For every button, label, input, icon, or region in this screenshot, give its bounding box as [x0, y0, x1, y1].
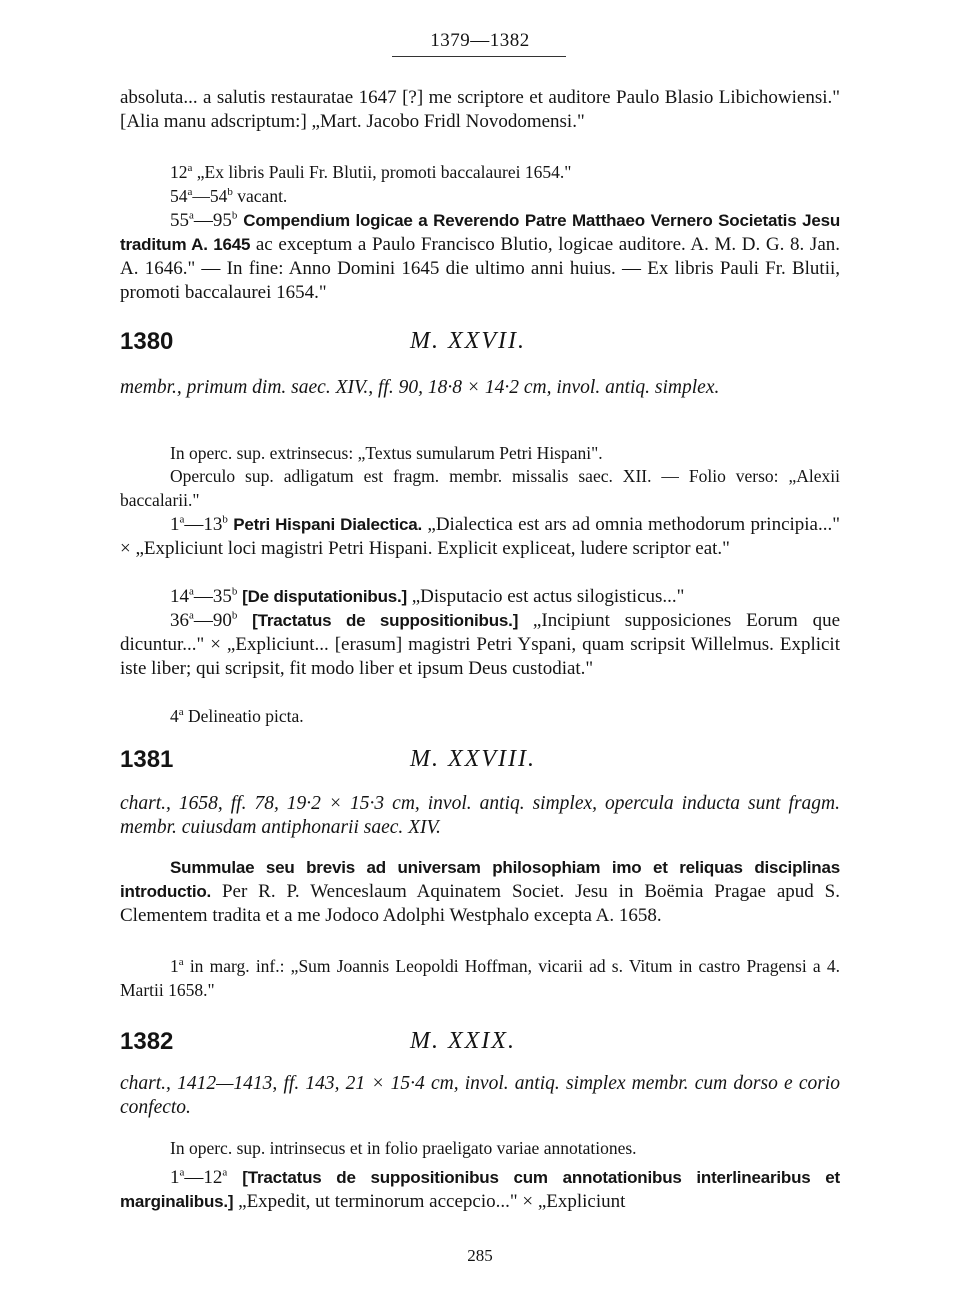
folio-side: a	[222, 1166, 228, 1179]
entry-1382-note-1: In operc. sup. intrinsecus et in folio praeligato variae annotationes.	[170, 1138, 637, 1158]
folio-number: —90	[193, 610, 232, 631]
folio-text: vacant.	[232, 186, 288, 206]
folio-number: 14	[170, 586, 189, 607]
folio-number: 55	[170, 210, 189, 231]
folio-side: b	[227, 186, 233, 199]
page-number: 285	[467, 1246, 493, 1265]
entry-1380-item-3	[120, 609, 840, 681]
running-head-rule	[392, 56, 566, 57]
running-head: 1379—1382	[430, 30, 530, 51]
shelfmark-1382: M. XXIX.	[410, 1028, 516, 1054]
folio-side: b	[231, 209, 238, 222]
folio-text: „Expedit, ut terminorum accepcio..." × „Expliciunt	[233, 1191, 626, 1212]
entry-1379-folio-12	[120, 160, 840, 184]
work-title: Petri Hispani Dialectica.	[233, 515, 423, 534]
folio-side: a	[189, 609, 194, 622]
folio-number: 12	[170, 162, 188, 182]
entry-number-1380: 1380	[120, 328, 174, 355]
entry-1379-paragraph: absoluta... a salutis restauratae 1647 [?] me scriptore et auditore Paulo Blasio Libichowiensi." [Alia manu adscriptum:] „Mart. Jacobo Fridl Novodomensi."	[120, 87, 840, 132]
entry-1379-folio-54	[120, 184, 840, 208]
entry-1379-folio-55	[120, 209, 840, 305]
entry-number-1382: 1382	[120, 1028, 174, 1055]
folio-number: —35	[193, 586, 232, 607]
entry-1380-description: membr., primum dim. saec. XIV., ff. 90, 18·8 × 14·2 cm, invol. antiq. simplex.	[120, 377, 720, 398]
folio-number: —13	[184, 514, 223, 535]
folio-number: —54	[192, 186, 228, 206]
folio-text: in marg. inf.: „Sum Joannis Leopoldi Hoffman, vicarii ad s. Vitum in castro Pragensi a 4. Martii 1658."	[120, 956, 840, 1000]
folio-text: „Dialectica est ars ad omnia methodorum principia..." × „Expliciunt loci magistri Petri Hispani. Explicit expliceat, ludere scriptor eat."	[120, 514, 840, 559]
folio-text: „Incipiunt supposiciones Eorum que dicuntur..." × „Expliciunt... [erasum] magistri Petri Yspani, quam scripsit Willelmus. Explicit iste liber; qui scripsit, fit modo liber et ipsum Deus custodiat."	[120, 610, 840, 679]
folio-number: 1	[170, 514, 180, 535]
folio-side: b	[222, 513, 228, 526]
folio-text: Delineatio picta.	[183, 706, 304, 726]
folio-number: 54	[170, 186, 188, 206]
folio-side: a	[187, 162, 193, 175]
shelfmark-1380: M. XXVII.	[410, 328, 526, 354]
folio-text: ac exceptum a Paulo Francisco Blutio, logicae auditore. A. M. D. G. 8. Jan. A. 1646." — In fine: Anno Domini 1645 die ultimo anni huius. — Ex libris Pauli Fr. Blutii, promoti baccalaurei 1654."	[120, 234, 840, 303]
folio-side: b	[231, 585, 238, 598]
folio-side: a	[189, 209, 194, 222]
folio-number: 1	[170, 956, 179, 976]
entry-1380-note-1: In operc. sup. extrinsecus: „Textus sumularum Petri Hispani".	[170, 443, 603, 463]
folio-side: a	[179, 1166, 185, 1179]
entry-number-1381: 1381	[120, 746, 174, 773]
folio-side: a	[189, 585, 194, 598]
entry-1382-item-1	[120, 1166, 840, 1214]
folio-side: b	[231, 609, 238, 622]
work-title: [De disputationibus.]	[242, 587, 407, 606]
work-text: Per R. P. Wenceslaum Aquinatem Societ. Jesu in Boëmia Pragae apud S. Clementem tradita et a me Jodoco Adolphi Westphalo excepta A. 1658.	[120, 881, 840, 926]
entry-1380-item-1	[120, 513, 840, 561]
work-title: Compendium logicae a Reverendo Patre Matthaeo Vernero Societatis Jesu traditum A. 1645	[120, 211, 841, 254]
folio-number: —95	[193, 210, 232, 231]
work-title: [Tractatus de suppositionibus cum annotationibus interlinearibus et marginalibus.]	[120, 1168, 840, 1211]
folio-side: a	[187, 186, 193, 199]
entry-1380-item-2	[120, 585, 840, 609]
folio-number: 4	[170, 706, 179, 726]
folio-number: 1	[170, 1167, 180, 1188]
work-title: Summulae seu brevis ad universam philosophiam imo et reliquas disciplinas introductio.	[120, 858, 840, 901]
folio-text: „Disputacio est actus silogisticus..."	[407, 586, 685, 607]
entry-1381-note	[120, 954, 840, 1002]
shelfmark-1381: M. XXVIII.	[410, 746, 536, 772]
work-title: [Tractatus de suppositionibus.]	[252, 611, 519, 630]
entry-1380-note-2: Operculo sup. adligatum est fragm. membr. missalis saec. XII. — Folio verso: „Alexii baccalarii."	[120, 466, 840, 510]
entry-1381-description: chart., 1658, ff. 78, 19·2 × 15·3 cm, invol. antiq. simplex, opercula inducta sunt fragm. membr. cuiusdam antiphonarii saec. XIV.	[120, 793, 840, 838]
entry-1381-title	[120, 856, 840, 928]
folio-number: —12	[184, 1167, 223, 1188]
entry-1382-description: chart., 1412—1413, ff. 143, 21 × 15·4 cm, invol. antiq. simplex membr. cum dorso e corio confecto.	[120, 1073, 840, 1118]
folio-side: a	[178, 956, 184, 969]
folio-side: a	[179, 513, 185, 526]
folio-side: a	[178, 706, 184, 719]
folio-number: 36	[170, 610, 189, 631]
entry-1380-item-4	[120, 704, 840, 728]
folio-text: „Ex libris Pauli Fr. Blutii, promoti baccalaurei 1654."	[192, 162, 572, 182]
